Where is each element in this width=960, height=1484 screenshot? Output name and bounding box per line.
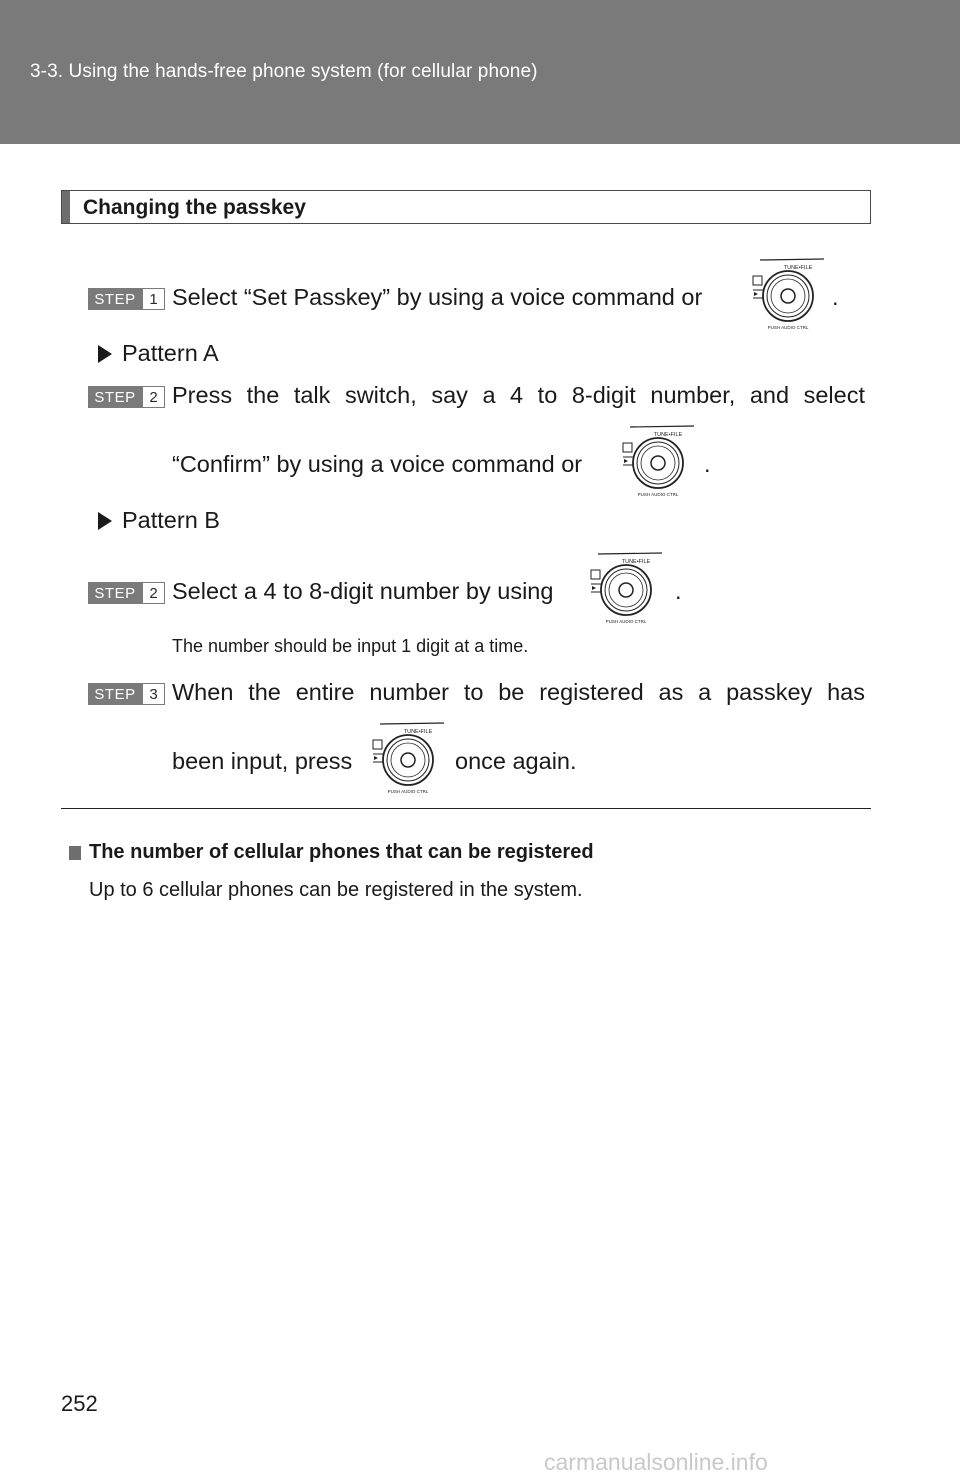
step-badge bbox=[88, 386, 165, 408]
section-heading: Changing the passkey bbox=[83, 196, 306, 219]
step-text: Select “Set Passkey” by using a voice command or bbox=[172, 284, 703, 310]
step-text: Press the talk switch, say a 4 to 8-digit number, and select bbox=[172, 382, 865, 408]
step-word: STEP bbox=[88, 288, 142, 310]
page-number: 252 bbox=[61, 1391, 98, 1416]
step-badge bbox=[88, 683, 165, 705]
section-title: 3-3. Using the hands-free phone system (for cellular phone) bbox=[30, 61, 538, 82]
step-word: STEP bbox=[88, 386, 142, 408]
info-title bbox=[69, 841, 594, 864]
step-number: 1 bbox=[142, 288, 165, 310]
step-text-end: . bbox=[675, 578, 682, 604]
square-bullet-icon bbox=[69, 846, 81, 860]
step-badge bbox=[88, 582, 165, 604]
section-divider bbox=[61, 808, 871, 809]
watermark: carmanualsonline.info bbox=[544, 1449, 768, 1475]
step-text: been input, press bbox=[172, 748, 353, 774]
section-heading-box bbox=[61, 190, 871, 224]
step-text: Select a 4 to 8-digit number by using bbox=[172, 578, 554, 604]
tune-file-knob-icon bbox=[620, 424, 696, 500]
pattern-label bbox=[98, 340, 219, 367]
step-text: When the entire number to be registered as a passkey has bbox=[172, 679, 865, 705]
step-note: The number should be input 1 digit at a time. bbox=[172, 636, 529, 656]
heading-accent-bar bbox=[62, 191, 70, 223]
header-band bbox=[0, 0, 960, 144]
tune-file-knob-icon bbox=[588, 551, 664, 627]
step-badge bbox=[88, 288, 165, 310]
info-title-text: The number of cellular phones that can be registered bbox=[89, 841, 594, 863]
pattern-label-text: Pattern B bbox=[122, 507, 220, 533]
pattern-label-text: Pattern A bbox=[122, 340, 219, 366]
tune-file-knob-icon bbox=[370, 721, 446, 797]
info-body: Up to 6 cellular phones can be registered in the system. bbox=[89, 879, 583, 901]
tune-file-knob-icon bbox=[750, 257, 826, 333]
step-text-end: once again. bbox=[455, 748, 577, 774]
pattern-label bbox=[98, 507, 220, 534]
step-text-end: . bbox=[704, 451, 711, 477]
step-word: STEP bbox=[88, 683, 142, 705]
step-number: 2 bbox=[142, 582, 165, 604]
step-number: 3 bbox=[142, 683, 165, 705]
triangle-bullet-icon bbox=[98, 345, 112, 363]
triangle-bullet-icon bbox=[98, 512, 112, 530]
step-word: STEP bbox=[88, 582, 142, 604]
step-text: “Confirm” by using a voice command or bbox=[172, 451, 583, 477]
step-text-end: . bbox=[832, 284, 839, 310]
step-number: 2 bbox=[142, 386, 165, 408]
